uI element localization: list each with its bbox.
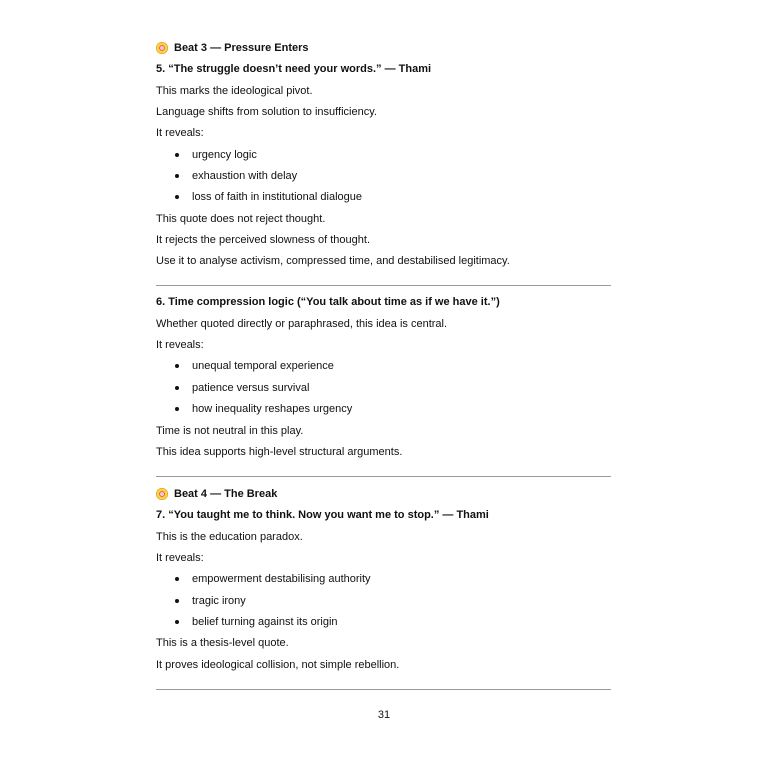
bullet-item: empowerment destabilising authority: [156, 572, 611, 586]
page-content: [156, 41, 611, 690]
beat-header: [156, 41, 611, 55]
bullet-item: urgency logic: [156, 148, 611, 162]
paragraph: Language shifts from solution to insufficiency.: [156, 106, 377, 119]
quote-title: 6. Time compression logic (“You talk about time as if we have it.”): [156, 296, 500, 309]
bullet-item: exhaustion with delay: [156, 169, 611, 183]
bullet-item: loss of faith in institutional dialogue: [156, 190, 611, 204]
paragraph: This idea supports high-level structural arguments.: [156, 445, 403, 458]
paragraph: This is the education paradox.: [156, 530, 303, 543]
bullet-item: patience versus survival: [156, 381, 611, 395]
paragraph: It rejects the perceived slowness of thought.: [156, 234, 371, 247]
bullet-item: how inequality reshapes urgency: [156, 402, 611, 416]
beat-header-text: Beat 4 — The Break: [174, 487, 278, 500]
paragraph: This quote does not reject thought.: [156, 212, 326, 225]
beat-header-text: Beat 3 — Pressure Enters: [174, 42, 309, 54]
section-divider: [156, 689, 611, 690]
section-divider: [156, 476, 611, 477]
beat-header: [156, 487, 611, 501]
dial-icon: [156, 42, 168, 54]
paragraph: It proves ideological collision, not simple rebellion.: [156, 658, 400, 671]
page-number: 31: [377, 709, 391, 721]
paragraph: This is a thesis-level quote.: [156, 637, 289, 650]
quote-title: 5. “The struggle doesn’t need your words.” — Thami: [156, 63, 432, 76]
paragraph: Time is not neutral in this play.: [156, 424, 304, 437]
bullet-item: belief turning against its origin: [156, 615, 611, 629]
quote-title: 7. “You taught me to think. Now you want me to stop.” — Thami: [156, 509, 489, 522]
bullet-list: [156, 572, 611, 629]
bullet-list: [156, 148, 611, 205]
paragraph: Use it to analyse activism, compressed time, and destabilised legitimacy.: [156, 255, 510, 268]
paragraph: It reveals:: [156, 127, 204, 140]
paragraph: It reveals:: [156, 339, 204, 352]
dial-icon: [156, 488, 168, 500]
section-divider: [156, 285, 611, 286]
bullet-list: [156, 359, 611, 416]
paragraph: This marks the ideological pivot.: [156, 84, 313, 97]
paragraph: Whether quoted directly or paraphrased, this idea is central.: [156, 317, 448, 330]
bullet-item: tragic irony: [156, 594, 611, 608]
bullet-item: unequal temporal experience: [156, 359, 611, 373]
paragraph: It reveals:: [156, 551, 204, 564]
